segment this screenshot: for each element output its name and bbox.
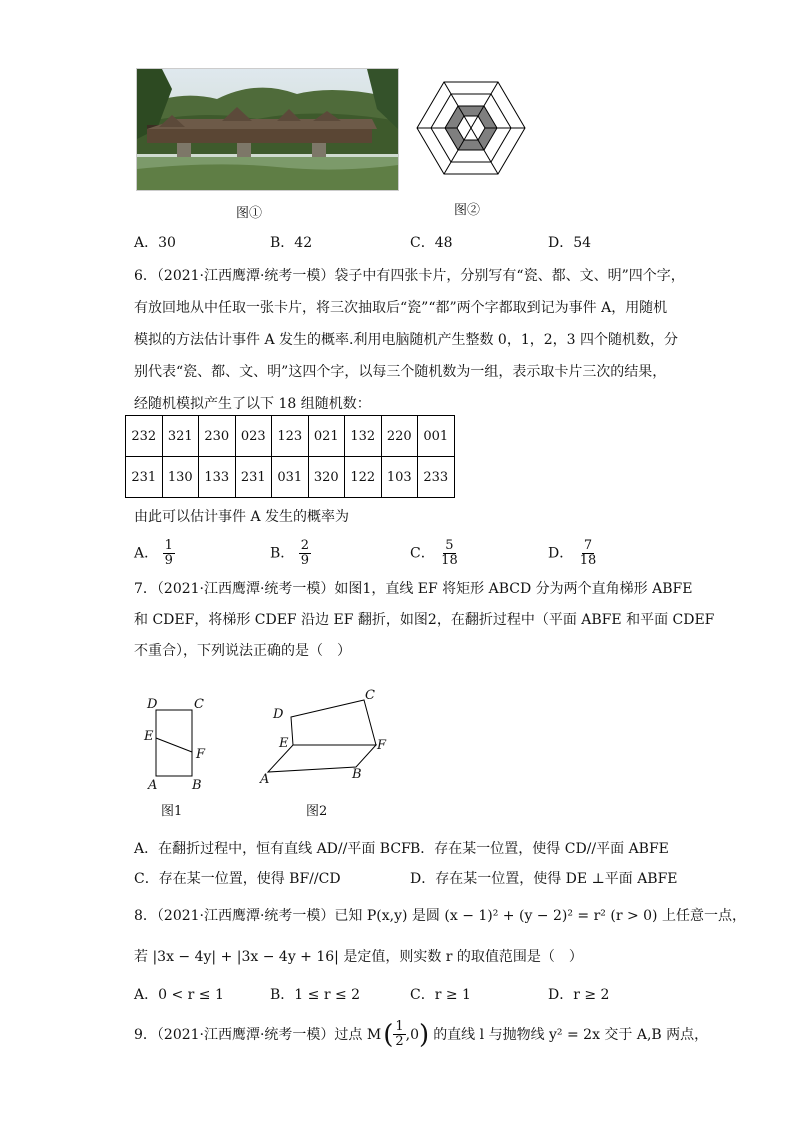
table-cell: 233 bbox=[418, 457, 455, 498]
fraction: $\frac{5}{18}$ bbox=[441, 538, 458, 568]
figure-2-caption-q7: 图2 bbox=[306, 804, 328, 819]
fraction: $\frac{7}{18}$ bbox=[579, 538, 597, 568]
table-cell: 231 bbox=[126, 457, 163, 498]
q6-after-text: 由此可以估计事件 A 发生的概率为 bbox=[134, 509, 350, 525]
table-cell: 133 bbox=[199, 457, 236, 498]
q5-option-b: B．42 bbox=[270, 235, 313, 251]
q6-option-c: C． $\frac{5}{18}$ bbox=[410, 538, 458, 568]
q8-option-c: C．r ≥ 1 bbox=[410, 987, 471, 1003]
hexagon-figure bbox=[415, 80, 527, 176]
q7-line-1: 7．（2021·江西鹰潭·统考一模）如图1，直线 EF 将矩形 ABCD 分为两个直角梯形 ABFE bbox=[134, 581, 693, 597]
label-c: C bbox=[365, 688, 375, 703]
figure-1-caption-q7: 图1 bbox=[161, 804, 183, 819]
label-b: B bbox=[192, 778, 202, 793]
figure-2-diagram bbox=[255, 685, 395, 790]
right-paren: ) bbox=[419, 1019, 430, 1050]
q6-option-a: A． $\frac{1}{9}$ bbox=[134, 538, 173, 568]
table-cell: 103 bbox=[381, 457, 418, 498]
fraction: $\frac{1}{2}$ bbox=[395, 1019, 404, 1049]
q8-option-d: D．r ≥ 2 bbox=[548, 987, 610, 1003]
table-cell: 001 bbox=[418, 416, 455, 457]
table-cell: 122 bbox=[345, 457, 382, 498]
q7-option-d: D．存在某一位置，使得 DE ⊥平面 ABFE bbox=[410, 871, 678, 887]
q8-line-1: 8．（2021·江西鹰潭·统考一模）已知 P(x,y) 是圆 (x − 1)² + (y − 2)² = r² (r > 0) 上任意一点， bbox=[134, 908, 746, 924]
figure-2-caption: 图② bbox=[454, 203, 481, 218]
label-a: A bbox=[260, 772, 270, 787]
bridge-photo bbox=[136, 68, 399, 191]
label-e: E bbox=[144, 729, 154, 744]
table-row bbox=[126, 416, 455, 457]
q8-line-2: 若 |3x − 4y| + |3x − 4y + 16| 是定值，则实数 r 的取值范围是（ ） bbox=[134, 949, 583, 965]
table-cell: 132 bbox=[345, 416, 382, 457]
q7-option-a: A．在翻折过程中，恒有直线 AD//平面 BCF bbox=[134, 841, 411, 857]
q6-line-1: 6．（2021·江西鹰潭·统考一模）袋子中有四张卡片，分别写有“瓷、都、文、明”四个字， bbox=[134, 268, 685, 284]
table-cell: 023 bbox=[235, 416, 272, 457]
figure-1-caption: 图① bbox=[236, 206, 263, 221]
q8-option-b: B．1 ≤ r ≤ 2 bbox=[270, 987, 361, 1003]
label-d: D bbox=[147, 697, 158, 712]
label-f: F bbox=[377, 738, 387, 753]
left-paren: ( bbox=[383, 1019, 394, 1050]
q6-option-d: D． $\frac{7}{18}$ bbox=[548, 538, 597, 568]
table-cell: 232 bbox=[126, 416, 163, 457]
q7-option-c: C．存在某一位置，使得 BF//CD bbox=[134, 871, 341, 887]
table-cell: 031 bbox=[272, 457, 309, 498]
fraction: $\frac{1}{9}$ bbox=[164, 538, 173, 568]
table-cell: 321 bbox=[162, 416, 199, 457]
label-e: E bbox=[279, 736, 289, 751]
q7-option-b: B．存在某一位置，使得 CD//平面 ABFE bbox=[410, 841, 669, 857]
figure-1-diagram bbox=[140, 695, 215, 795]
q6-line-4: 别代表“瓷、都、文、明”这四个字，以每三个随机数为一组，表示取卡片三次的结果， bbox=[134, 364, 667, 380]
table-cell: 021 bbox=[308, 416, 345, 457]
q5-option-c: C．48 bbox=[410, 235, 453, 251]
random-number-table bbox=[125, 415, 455, 498]
q6-line-3: 模拟的方法估计事件 A 发生的概率.利用电脑随机产生整数 0，1，2，3 四个随机数，分 bbox=[134, 332, 678, 348]
q7-line-2: 和 CDEF，将梯形 CDEF 沿边 EF 翻折，如图2，在翻折过程中（平面 ABFE 和平面 CDEF bbox=[134, 612, 715, 628]
q6-line-2: 有放回地从中任取一张卡片，将三次抽取后“瓷”“都”两个字都取到记为事件 A，用随机 bbox=[134, 300, 668, 316]
q5-option-a: A．30 bbox=[134, 235, 176, 251]
label-f: F bbox=[196, 747, 206, 762]
fraction: $\frac{2}{9}$ bbox=[300, 538, 310, 568]
q6-line-5: 经随机模拟产生了以下 18 组随机数： bbox=[134, 396, 371, 412]
q6-option-b: B． $\frac{2}{9}$ bbox=[270, 538, 310, 568]
table-cell: 230 bbox=[199, 416, 236, 457]
hexagon-diagram bbox=[415, 80, 527, 176]
label-a: A bbox=[148, 778, 158, 793]
q9-line-1: 9．（2021·江西鹰潭·统考一模）过点 M ( $\frac{1}{2}$ ,0 ) 的直线 l 与抛物线 y² = 2x 交于 A,B 两点， bbox=[134, 1019, 709, 1050]
table-cell: 123 bbox=[272, 416, 309, 457]
label-d: D bbox=[273, 707, 284, 722]
table-cell: 220 bbox=[381, 416, 418, 457]
table-cell: 320 bbox=[308, 457, 345, 498]
table-cell: 231 bbox=[235, 457, 272, 498]
table-row bbox=[126, 457, 455, 498]
q5-option-d: D．54 bbox=[548, 235, 592, 251]
label-b: B bbox=[352, 767, 362, 782]
table-cell: 130 bbox=[162, 457, 199, 498]
bridge-photo-graphic bbox=[137, 69, 398, 190]
q7-line-3: 不重合），下列说法正确的是（ ） bbox=[134, 643, 351, 659]
label-c: C bbox=[194, 697, 204, 712]
q8-option-a: A．0 < r ≤ 1 bbox=[134, 987, 224, 1003]
